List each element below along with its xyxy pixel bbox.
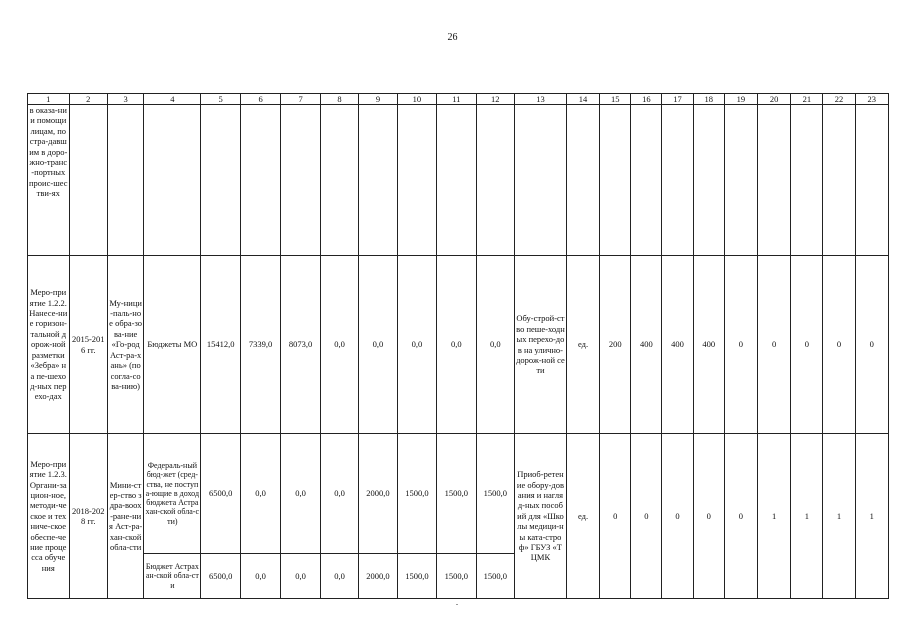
header-cell: 9	[359, 94, 397, 105]
indicator-cell: Обу-строй-ство пеше-ходных перехо-дов на улично-дорож-ной сети	[514, 256, 566, 434]
table-cell	[693, 105, 724, 256]
amount-cell: 1500,0	[437, 554, 476, 599]
header-cell: 7	[281, 94, 320, 105]
header-cell: 11	[437, 94, 476, 105]
header-cell: 1	[28, 94, 70, 105]
amount-cell: 15412,0	[201, 256, 240, 434]
target-value-cell: 400	[662, 256, 693, 434]
target-value-cell: 1	[855, 434, 888, 599]
target-value-cell: 1	[758, 434, 791, 599]
table-cell	[855, 105, 888, 256]
target-value-cell: 0	[791, 256, 823, 434]
period-cell: 2015-2016 гг.	[69, 256, 107, 434]
target-value-cell: 200	[600, 256, 631, 434]
amount-cell: 1500,0	[437, 434, 476, 554]
program-table	[27, 93, 889, 599]
table-cell	[662, 105, 693, 256]
table-cell	[631, 105, 662, 256]
table-cell	[359, 105, 397, 256]
amount-cell: 8073,0	[281, 256, 320, 434]
amount-cell: 1500,0	[397, 554, 436, 599]
header-cell: 5	[201, 94, 240, 105]
header-cell: 13	[514, 94, 566, 105]
table-cell	[144, 105, 201, 256]
target-value-cell: 0	[693, 434, 724, 599]
amount-cell: 1500,0	[397, 434, 436, 554]
table-cell	[240, 105, 281, 256]
table-cell	[791, 105, 823, 256]
amount-cell: 1500,0	[476, 554, 514, 599]
header-cell: 8	[320, 94, 358, 105]
table-row	[28, 256, 889, 434]
header-cell: 4	[144, 94, 201, 105]
unit-cell: ед.	[566, 256, 599, 434]
funding-source-cell: Бюджет Астрахан-ской обла-сти	[144, 554, 201, 599]
table-cell	[476, 105, 514, 256]
header-cell: 17	[662, 94, 693, 105]
amount-cell: 0,0	[359, 256, 397, 434]
executor-cell: Му-ници-паль-ное обра-зова-ние «Го-род Аст-ра-хань» (по согла-сова-нию)	[107, 256, 143, 434]
amount-cell: 0,0	[240, 554, 281, 599]
amount-cell: 0,0	[240, 434, 281, 554]
header-cell: 2	[69, 94, 107, 105]
amount-cell: 0,0	[281, 434, 320, 554]
header-cell: 20	[758, 94, 791, 105]
table-row	[28, 434, 889, 554]
header-cell: 19	[724, 94, 757, 105]
table-cell	[281, 105, 320, 256]
table-cell	[514, 105, 566, 256]
target-value-cell: 0	[631, 434, 662, 599]
table-cell	[107, 105, 143, 256]
amount-cell: 1500,0	[476, 434, 514, 554]
table-cell	[69, 105, 107, 256]
amount-cell: 0,0	[397, 256, 436, 434]
target-value-cell: 0	[724, 434, 757, 599]
header-cell: 12	[476, 94, 514, 105]
funding-source-cell: Бюджеты МО	[144, 256, 201, 434]
target-value-cell: 1	[823, 434, 855, 599]
activity-cell: Меро-приятие 1.2.2. Нанесе-ние горизон-тальной дорож-ной разметки «Зебра» на пе-шеход-ных перехо-дах	[28, 256, 70, 434]
executor-cell: Мини-стер-ство здра-воох-ране-ния Аст-ра-хан-ской обла-сти	[107, 434, 143, 599]
scan-speck	[456, 604, 458, 605]
table-cell	[758, 105, 791, 256]
table-cell	[201, 105, 240, 256]
target-value-cell: 0	[823, 256, 855, 434]
table-cell	[600, 105, 631, 256]
amount-cell: 7339,0	[240, 256, 281, 434]
amount-cell: 6500,0	[201, 434, 240, 554]
amount-cell: 6500,0	[201, 554, 240, 599]
table-cell	[397, 105, 436, 256]
amount-cell: 0,0	[320, 434, 358, 554]
target-value-cell: 0	[758, 256, 791, 434]
funding-source-cell: Федераль-ный бюд-жет (сред-ства, не поступа-ющие в доход бюджета Астрахан-ской обла-сти)	[144, 434, 201, 554]
header-row	[28, 94, 889, 105]
amount-cell: 0,0	[320, 256, 358, 434]
table-cell	[437, 105, 476, 256]
header-cell: 16	[631, 94, 662, 105]
table-cell	[724, 105, 757, 256]
header-cell: 18	[693, 94, 724, 105]
target-value-cell: 400	[693, 256, 724, 434]
unit-cell: ед.	[566, 434, 599, 599]
target-value-cell: 0	[724, 256, 757, 434]
header-cell: 14	[566, 94, 599, 105]
header-cell: 23	[855, 94, 888, 105]
header-cell: 21	[791, 94, 823, 105]
activity-cell: Меро-приятие 1.2.3. Органи-зацион-ное, методи-ческое и техниче-ское обеспе-чение процесса обучения	[28, 434, 70, 599]
amount-cell: 0,0	[476, 256, 514, 434]
activity-cell: в оказа-нии помощи лицам, постра-давшим в доро-жно-транс-портных проис-шестви-ях	[28, 105, 70, 256]
target-value-cell: 1	[791, 434, 823, 599]
target-value-cell: 400	[631, 256, 662, 434]
target-value-cell: 0	[855, 256, 888, 434]
header-cell: 22	[823, 94, 855, 105]
target-value-cell: 0	[600, 434, 631, 599]
amount-cell: 0,0	[437, 256, 476, 434]
amount-cell: 2000,0	[359, 434, 397, 554]
amount-cell: 0,0	[320, 554, 358, 599]
page-number: 26	[447, 32, 458, 43]
target-value-cell: 0	[662, 434, 693, 599]
table-cell	[823, 105, 855, 256]
amount-cell: 0,0	[281, 554, 320, 599]
table-row	[28, 105, 889, 256]
header-cell: 6	[240, 94, 281, 105]
header-cell: 15	[600, 94, 631, 105]
header-cell: 10	[397, 94, 436, 105]
amount-cell: 2000,0	[359, 554, 397, 599]
table-cell	[320, 105, 358, 256]
header-cell: 3	[107, 94, 143, 105]
table-cell	[566, 105, 599, 256]
period-cell: 2018-2028 гг.	[69, 434, 107, 599]
indicator-cell: Приоб-ретение обору-дования и нагляд-ных пособий для «Школы медици-ны ката-строф» ГБУЗ «ТЦМК	[514, 434, 566, 599]
